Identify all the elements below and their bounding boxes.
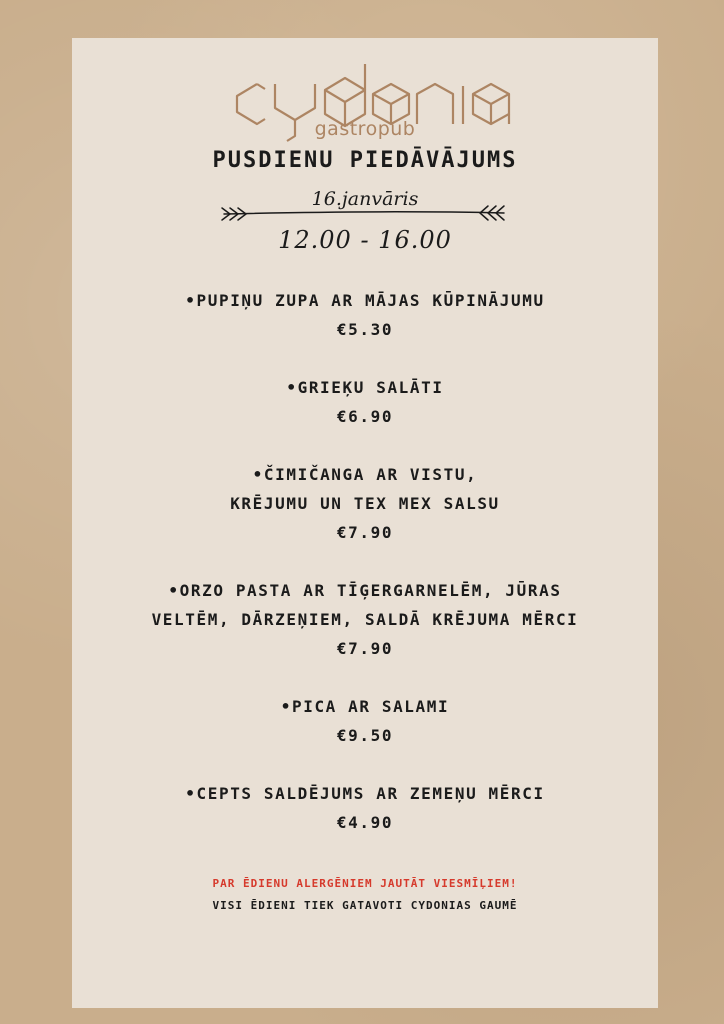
- menu-list: [72, 286, 658, 837]
- menu-item: [72, 779, 658, 837]
- menu-item: [72, 286, 658, 344]
- allergen-note: PAR ĒDIENU ALERGĒNIEM JAUTĀT VIESMĪĻIEM!: [212, 877, 518, 890]
- menu-card: [72, 38, 658, 1008]
- menu-item: [72, 460, 658, 547]
- menu-item-name: •PICA AR SALAMI: [280, 697, 450, 716]
- menu-item-name: VELTĒM, DĀRZEŅIEM, SALDĀ KRĒJUMA MĒRCI: [151, 610, 579, 629]
- menu-item-name: •ORZO PASTA AR TĪĢERGARNELĒM, JŪRAS: [168, 581, 562, 600]
- menu-item-price: €7.90: [336, 523, 394, 542]
- menu-item-price: €7.90: [336, 639, 394, 658]
- menu-date: 16.janvāris: [311, 188, 419, 210]
- menu-item-name: •ČIMIČANGA AR VISTU,: [252, 465, 478, 484]
- logo-subtitle: gastropub: [314, 118, 416, 140]
- footer-notes: [72, 873, 658, 917]
- menu-item-price: €6.90: [336, 407, 394, 426]
- menu-item-name: •PUPIŅU ZUPA AR MĀJAS KŪPINĀJUMU: [185, 291, 545, 310]
- menu-item: [72, 373, 658, 431]
- serving-time: 12.00 - 16.00: [278, 226, 452, 254]
- footer-note: VISI ĒDIENI TIEK GATAVOTI CYDONIAS GAUMĒ: [212, 899, 518, 912]
- page-title: PUSDIENU PIEDĀVĀJUMS: [212, 148, 518, 173]
- menu-item-price: €9.50: [336, 726, 394, 745]
- menu-item-name: •CEPTS SALDĒJUMS AR ZEMEŅU MĒRCI: [185, 784, 545, 803]
- menu-item-name: KRĒJUMU UN TEX MEX SALSU: [230, 494, 500, 513]
- menu-item-price: €5.30: [336, 320, 394, 339]
- menu-item: [72, 692, 658, 750]
- menu-item: [72, 576, 658, 663]
- menu-item-name: •GRIEĶU SALĀTI: [286, 378, 444, 397]
- menu-item-price: €4.90: [336, 813, 394, 832]
